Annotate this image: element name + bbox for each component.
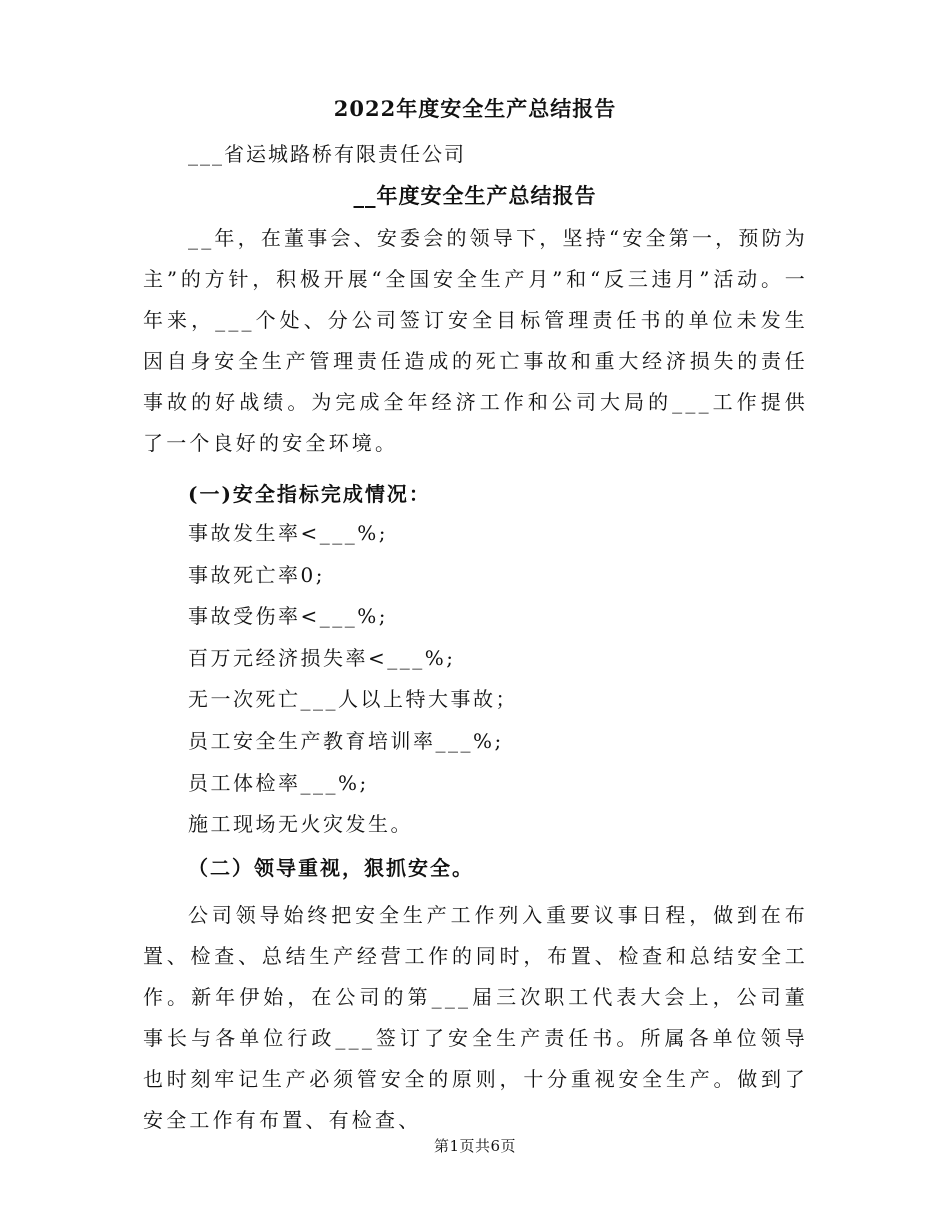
intro-paragraph: __年，在董事会、安委会的领导下，坚持“安全第一，预防为主”的方针，积极开展“全国安全生产月”和“反三违月”活动。一年来，___个处、分公司签订安全目标管理责任书的单位未发生因自身安全生产管理责任造成的死亡事故和重大经济损失的责任事故的好战绩。为完成全年经济工作和公司大局的___工作提供了一个良好的安全环境。	[143, 226, 808, 455]
document-title: 2022年度安全生产总结报告	[333, 96, 617, 121]
company-name: ___省运城路桥有限责任公司	[188, 142, 466, 166]
list-item: 百万元经济损失率<___%;	[188, 645, 456, 670]
section-heading-leadership: （二）领导重视，狠抓安全。	[188, 856, 474, 880]
page-number-footer: 第1页共6页	[433, 1137, 517, 1155]
safety-indicator-list	[188, 518, 518, 851]
list-item: 员工安全生产教育培训率___%;	[188, 728, 504, 753]
report-subtitle: __年度安全生产总结报告	[353, 183, 597, 208]
list-item: 施工现场无火灾发生。	[188, 812, 413, 837]
list-item: 事故死亡率0;	[188, 562, 325, 587]
leadership-paragraph: 公司领导始终把安全生产工作列入重要议事日程，做到在布置、检查、总结生产经营工作的同时，布置、检查和总结安全工作。新年伊始，在公司的第___届三次职工代表大会上，公司董事长与各单位行政___签订了安全生产责任书。所属各单位领导也时刻牢记生产必须管安全的原则，十分重视安全生产。做到了安全工作有布置、有检查、	[143, 903, 808, 1132]
section-heading-safety-indicators: (一)安全指标完成情况：	[188, 482, 431, 506]
list-item: 事故发生率<___%;	[188, 521, 388, 545]
list-item: 员工体检率___%;	[188, 770, 369, 795]
list-item: 无一次死亡___人以上特大事故；	[188, 687, 518, 712]
list-item: 事故受伤率<___%;	[188, 604, 388, 629]
